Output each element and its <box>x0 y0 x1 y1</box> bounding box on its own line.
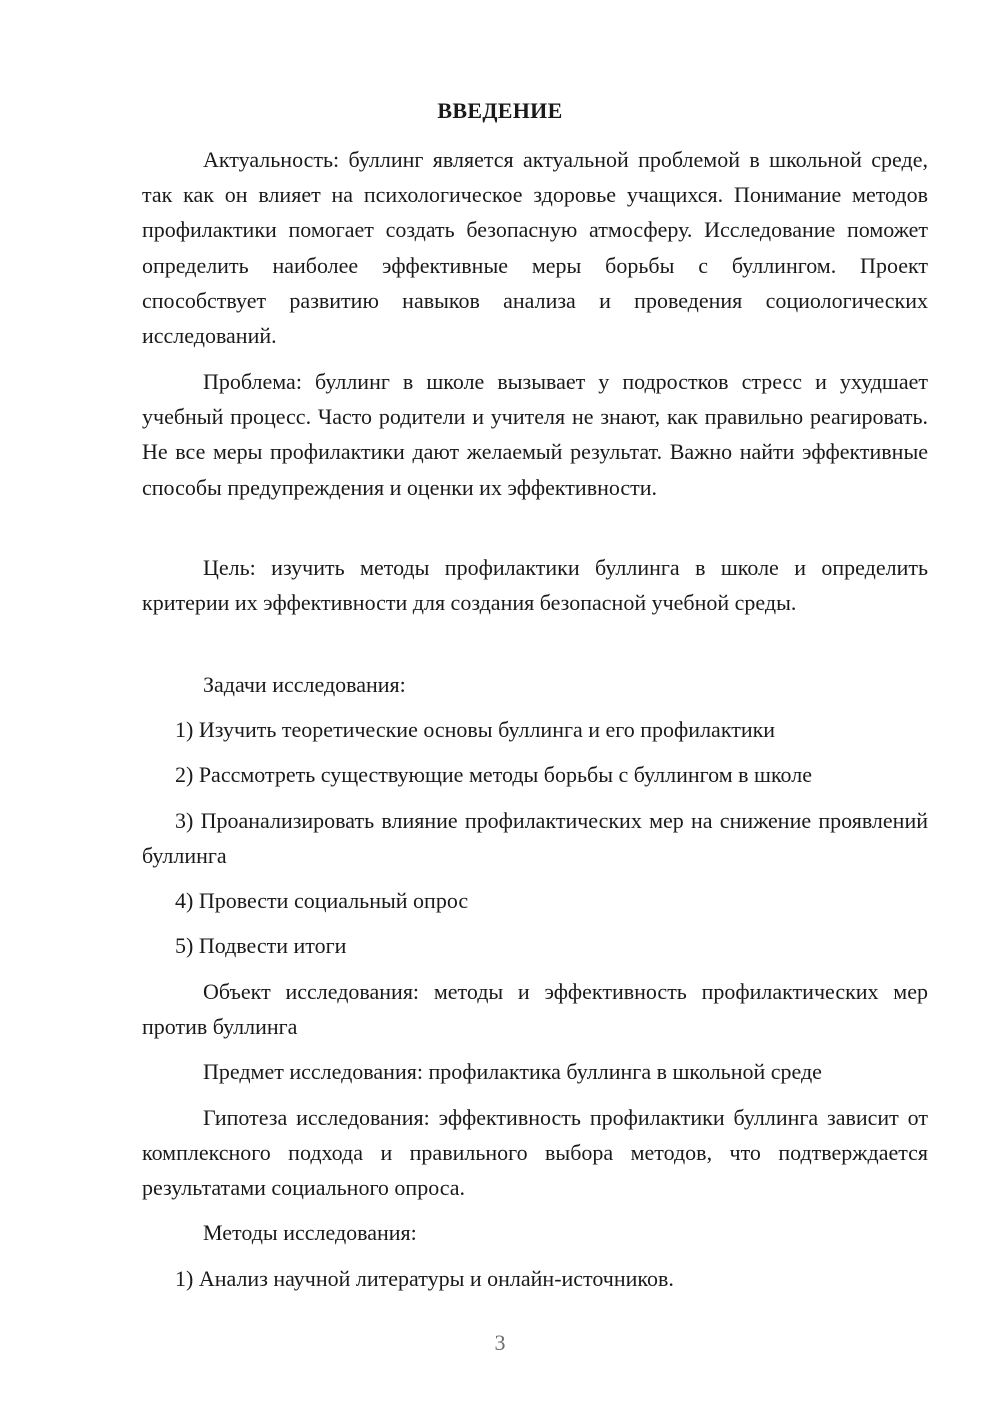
goal-paragraph: Цель: изучить методы профилактики буллинга в школе и определить критерии их эффективности для создания безопасной учебной среды. <box>142 555 928 616</box>
page-title: ВВЕДЕНИЕ <box>437 98 563 123</box>
hypothesis-paragraph: Гипотеза исследования: эффективность профилактики буллинга зависит от комплексного подхода и правильного выбора методов, что подтверждается результатами социального опроса. <box>142 1105 928 1201</box>
actuality-paragraph: Актуальность: буллинг является актуальной проблемой в школьной среде, так как он влияет на психологическое здоровье учащихся. Понимание методов профилактики помогает создать безопасную атмосферу. Исследование поможет определить наиболее эффективные меры борьбы с буллингом. Проект способствует развитию навыков анализа и проведения социологических исследований. <box>142 147 928 349</box>
page-number: 3 <box>494 1330 506 1355</box>
task-item: 5) Подвести итоги <box>175 933 347 958</box>
method-item: 1) Анализ научной литературы и онлайн-источников. <box>175 1266 674 1291</box>
methods-heading: Методы исследования: <box>203 1220 417 1245</box>
task-item: 1) Изучить теоретические основы буллинга и его профилактики <box>175 717 776 742</box>
object-paragraph: Объект исследования: методы и эффективность профилактических мер против буллинга <box>142 979 928 1040</box>
problem-paragraph: Проблема: буллинг в школе вызывает у подростков стресс и ухудшает учебный процесс. Часто родители и учителя не знают, как правильно реагировать. Не все меры профилактики дают желаемый результат. Важно найти эффективные способы предупреждения и оценки их эффективности. <box>142 369 928 500</box>
task-item: 4) Провести социальный опрос <box>175 888 469 913</box>
task-item: 3) Проанализировать влияние профилактических мер на снижение проявлений буллинга <box>142 808 928 869</box>
subject-paragraph: Предмет исследования: профилактика буллинга в школьной среде <box>203 1059 822 1084</box>
task-item: 2) Рассмотреть существующие методы борьбы с буллингом в школе <box>175 762 812 787</box>
tasks-heading: Задачи исследования: <box>203 672 406 697</box>
